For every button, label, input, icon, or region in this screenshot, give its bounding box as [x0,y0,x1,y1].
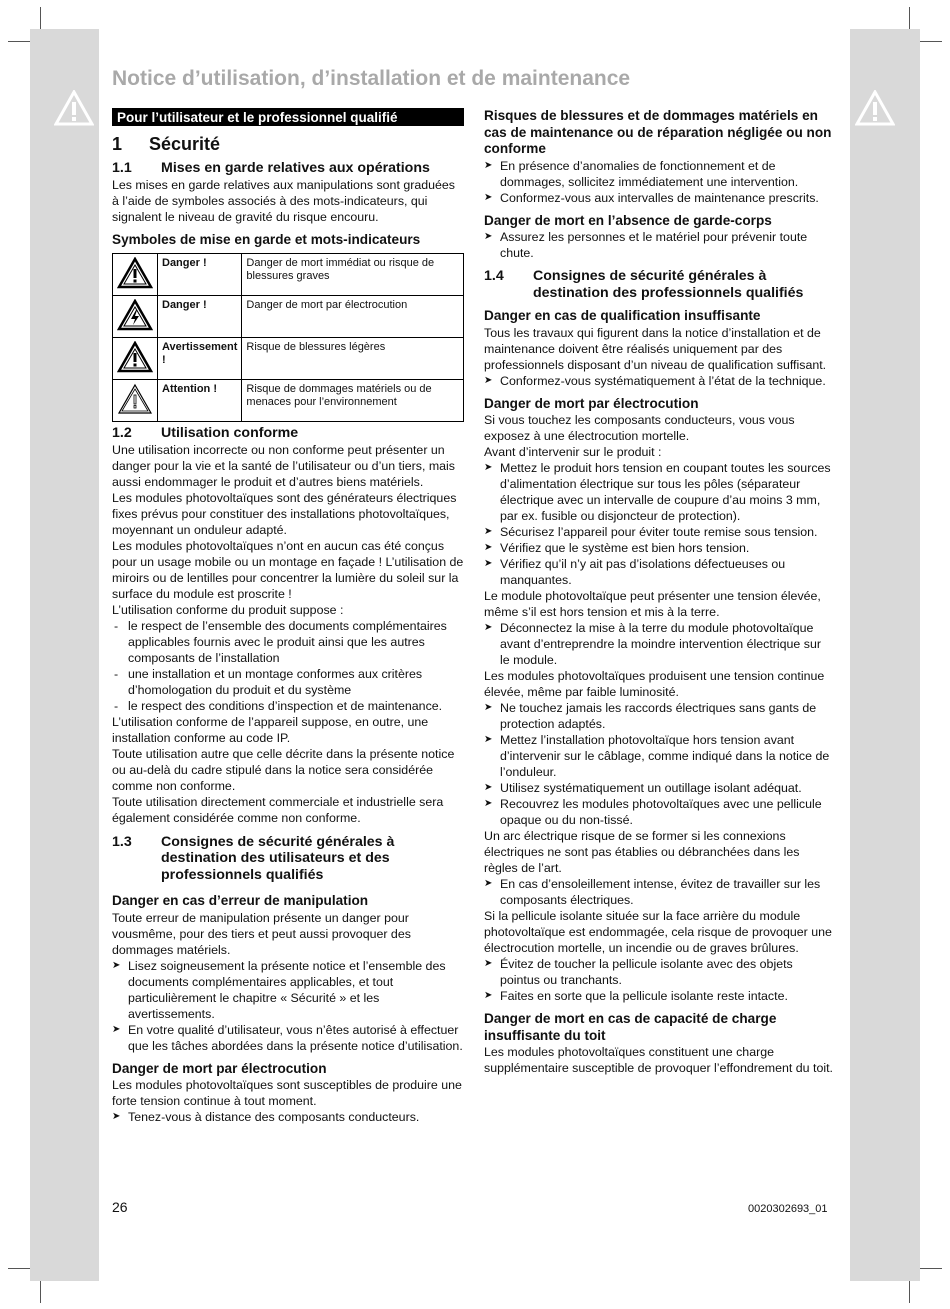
right-column [484,108,834,1076]
table-row [113,296,464,338]
list-item: ➤ Vérifiez que le système est bien hors tension. [484,540,834,556]
left-margin-band [30,29,99,1281]
list-item: ➤ Conformez-vous aux intervalles de maintenance prescrits. [484,190,834,206]
table-heading: Symboles de mise en garde et mots-indicateurs [112,231,421,247]
paragraph: Les modules photovoltaïques n’ont en aucun cas été conçus pour un usage mobile ou un montage en façade ! L’utilisation de miroirs ou de lentilles pour concentrer la lumière du soleil sur la surface du module est proscrite ! [112,538,464,601]
paragraph: Le module photovoltaïque peut présenter une tension élevée, même s’il est hors tension et mis à la terre. [484,589,821,619]
list-item: ➤ Vérifiez qu’il n’y ait pas d’isolations défectueuses ou manquantes. [484,556,834,588]
paragraph: L’utilisation conforme du produit suppose : [112,602,344,617]
audience-bar: Pour l’utilisateur et le professionnel qualifié [112,108,464,126]
table-row [113,254,464,296]
crop-mark [909,1281,910,1303]
list-item: ➤ Faites en sorte que la pellicule isolante reste intacte. [484,988,834,1004]
paragraph: Les modules photovoltaïques sont susceptibles de produire une forte tension continue à tout moment. [112,1078,462,1108]
crop-mark [40,7,41,29]
paragraph: Un arc électrique risque de se former si les connexions électriques ne sont pas établies ou débranchées dans les règles de l’art. [484,829,800,875]
crop-mark [40,1281,41,1303]
side-warning-icon [855,90,895,126]
signal-description: Danger de mort immédiat ou risque de blessures graves [242,254,464,296]
hazard-heading: Danger de mort par électrocution [112,1060,327,1076]
signal-word: Attention ! [158,380,242,422]
instruction-list [484,700,834,828]
list-item: ➤ Évitez de toucher la pellicule isolante avec des objets pointus ou tranchants. [484,956,834,988]
paragraph: Toute utilisation directement commerciale et industrielle sera également considérée comme non conforme. [112,794,444,825]
hazard-heading: Danger de mort en l’absence de garde-corps [484,212,772,228]
document-code: 0020302693_01 [748,1203,828,1215]
list-item: ➤ Utilisez systématiquement un outillage isolant adéquat. [484,780,834,796]
hazard-heading: Risques de blessures et de dommages matériels en cas de maintenance ou de réparation négligée ou non conforme [484,108,832,156]
side-warning-icon [54,90,94,126]
page-number: 26 [112,1199,128,1215]
table-row [113,338,464,380]
paragraph: Avant d’intervenir sur le produit : [484,445,662,459]
instruction-list [484,373,834,389]
electric-shock-warning-icon [113,296,158,338]
instruction-list [484,620,834,668]
list-item: ➤ Déconnectez la mise à la terre du module photovoltaïque avant d’entreprendre la moindre intervention électrique sur le module. [484,620,834,668]
paragraph: Si vous touchez les composants conducteurs, vous vous exposez à une électrocution mortelle. [484,413,795,443]
crop-mark [8,41,30,42]
paragraph: Tous les travaux qui figurent dans la notice d’installation et de maintenance doivent être réalisés uniquement par des professionnels disposant d’un niveau de qualification suffisant. [484,325,827,372]
warning-symbols-table [112,253,464,422]
paragraph: Une utilisation incorrecte ou non conforme peut présenter un danger pour la vie et la santé de l’utilisateur ou d’un tiers, mais aussi endommager le produit et d’autres biens matériels. [112,442,455,489]
instruction-list [484,876,834,908]
signal-description: Risque de blessures légères [242,338,464,380]
right-margin-band [850,29,920,1281]
list-item: ➤ Mettez le produit hors tension en coupant toutes les sources d’alimentation électrique sur tous les pôles (séparateur électrique avec un intervalle de coupure d’au moins 3 mm, par ex. fusible ou disjoncteur de protection). [484,460,834,524]
paragraph: Les modules photovoltaïques constituent une charge supplémentaire susceptible de provoquer l’effondrement du toit. [484,1045,833,1075]
list-item: - le respect des conditions d’inspection et de maintenance. [112,698,464,714]
exclamation-warning-icon [113,338,158,380]
list-item: ➤ En cas d’ensoleillement intense, évitez de travailler sur les composants électriques. [484,876,834,908]
crop-mark [909,7,910,29]
instruction-list [484,956,834,1004]
hazard-heading: Danger de mort en cas de capacité de charge insuffisante du toit [484,1011,777,1043]
paragraph: Toute utilisation autre que celle décrite dans la présente notice ou au-delà du cadre stipulé dans la notice sera considérée comme non conforme. [112,746,455,793]
signal-description: Risque de dommages matériels ou de menaces pour l’environnement [242,380,464,422]
subsection-heading: 1.3 Consignes de sécurité générales à destination des utilisateurs et des professionnels qualifiés [112,833,395,883]
paragraph: Les modules photovoltaïques sont des générateurs électriques fixes prévus pour constituer des installations photovoltaïques, moyennant un onduleur adapté. [112,490,457,537]
list-item: - une installation et un montage conformes aux critères d’homologation du produit et du système [112,666,464,698]
subsection-heading: 1.4 Consignes de sécurité générales à destination des professionnels qualifiés [484,268,804,301]
list-item: ➤ Ne touchez jamais les raccords électriques sans gants de protection adaptés. [484,700,834,732]
hazard-heading: Danger en cas de qualification insuffisante [484,308,761,323]
instruction-list [484,158,834,206]
subsection-heading: 1.2 Utilisation conforme [112,425,299,441]
signal-word: Avertissement ! [158,338,242,380]
list-item: ➤ Assurez les personnes et le matériel pour prévenir toute chute. [484,229,834,261]
list-item: ➤ Conformez-vous systématiquement à l’état de la technique. [484,373,834,389]
list-item: ➤ Mettez l’installation photovoltaïque hors tension avant d’intervenir sur le câblage, comme indiqué dans la notice de l’onduleur. [484,732,834,780]
paragraph: L’utilisation conforme de l’appareil suppose, en outre, une installation conforme au code IP. [112,714,429,745]
list-item: ➤ Recouvrez les modules photovoltaïques avec une pellicule opaque ou du non-tissé. [484,796,834,828]
paragraph: Les mises en garde relatives aux manipulations sont graduées à l’aide de symboles associés à des mots-indicateurs, qui signalent le niveau de gravité du risque encouru. [112,177,456,224]
instruction-list [484,460,834,588]
section-heading: 1 Sécurité [112,134,221,154]
exclamation-warning-icon [113,254,158,296]
list-item: ➤ Lisez soigneusement la présente notice et l’ensemble des documents complémentaires applicables, et tout particulièrement le chapitre « Sécurité » et les avertissements. [112,958,464,1022]
crop-mark [8,1268,30,1269]
paragraph: Toute erreur de manipulation présente un danger pour vousmême, pour des tiers et peut aussi provoquer des dommages matériels. [112,910,411,957]
instruction-list [484,229,834,261]
signal-word: Danger ! [158,296,242,338]
list-item: ➤ Sécurisez l’appareil pour éviter toute remise sous tension. [484,524,834,540]
outline-warning-icon [113,380,158,422]
hazard-heading: Danger en cas d’erreur de manipulation [112,893,369,908]
instruction-list [112,1109,464,1125]
hazard-heading: Danger de mort par électrocution [484,395,699,411]
list-item: ➤ En présence d’anomalies de fonctionnement et de dommages, sollicitez immédiatement une intervention. [484,158,834,190]
left-column [112,108,464,1125]
page-header-title: Notice d’utilisation, d’installation et de maintenance [112,67,631,90]
list-item: ➤ Tenez-vous à distance des composants conducteurs. [112,1109,464,1125]
crop-mark [920,1268,942,1269]
subsection-heading: 1.1 Mises en garde relatives aux opérations [112,160,430,176]
list-item: ➤ En votre qualité d’utilisateur, vous n’êtes autorisé à effectuer que les tâches abordées dans la présente notice d’utilisation. [112,1022,464,1054]
list-item: - le respect de l’ensemble des documents complémentaires applicables fournis avec le produit ainsi que les autres composants de l’installation [112,618,464,666]
crop-mark [920,41,942,42]
signal-word: Danger ! [158,254,242,296]
signal-description: Danger de mort par électrocution [242,296,464,338]
instruction-list [112,958,464,1054]
table-row [113,380,464,422]
paragraph: Les modules photovoltaïques produisent une tension continue élevée, même par faible luminosité. [484,669,825,699]
paragraph: Si la pellicule isolante située sur la face arrière du module photovoltaïque est endommagée, cela risque de provoquer une électrocution mortelle, un incendie ou de graves brûlures. [484,909,832,955]
dash-list [112,618,464,714]
